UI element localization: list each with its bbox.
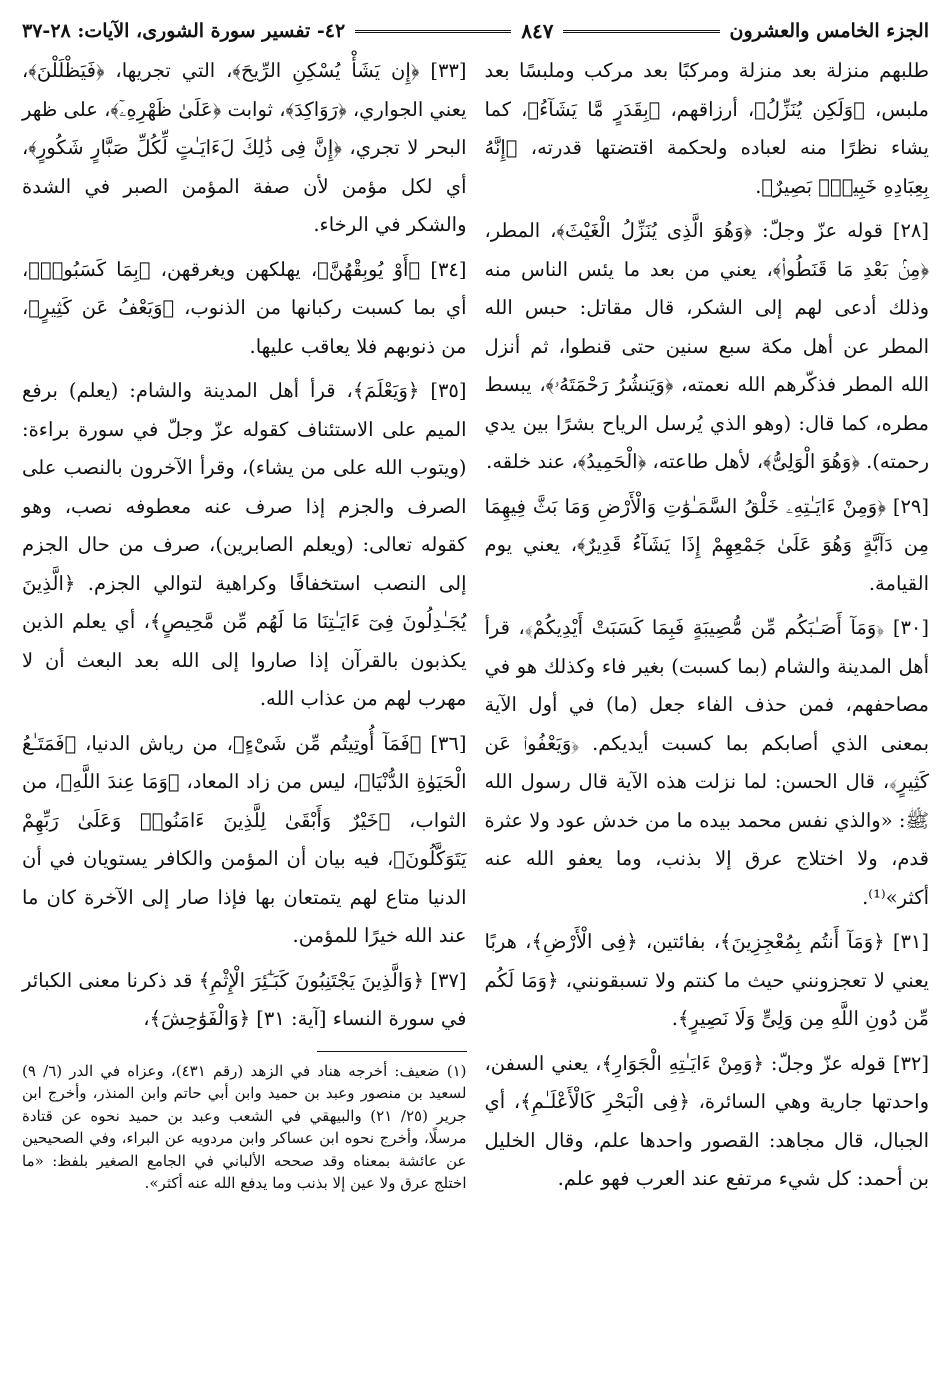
paragraph: [٣٠] ﴿وَمَآ أَصَـٰبَكُم مِّن مُّصِيبَةٍ فَبِمَا كَسَبَتْ أَيْدِيكُمْ﴾، قرأ أهل المدينة والشام (بما كسبت) بغير فاء وكذلك هو في مصاحفهم، فمن حذف الفاء جعل (ما) في أول الآية بمعنى الذي أصابكم بما كسبت أيديكم. ﴿وَيَعْفُوا۟ عَن كَثِيرٍ﴾، قال الحسن: لما نزلت هذه الآية قال رسول الله ﷺ: «والذي نفس محمد بيده ما من خدش عود ولا عثرة قدم، ولا اختلاج عرق إلا بذنب، وما يعفو الله عنه أكثر»⁽¹⁾. — [484, 616, 929, 909]
right-column — [485, 52, 930, 1205]
footnote-rule — [317, 1051, 467, 1052]
paragraph: [٢٩] ﴿وَمِنْ ءَايَـٰتِهِۦ خَلْقُ السَّمَـٰوَٰتِ وَالْأَرْضِ وَمَا بَثَّ فِيهِمَا مِن دَآبَّةٍ وَهُوَ عَلَىٰ جَمْعِهِمْ إِذَا يَشَآءُ قَدِيرٌ﴾، يعني يوم القيامة. — [484, 494, 929, 595]
header-rule-right — [563, 30, 719, 33]
paragraph: [٣٢] قوله عزّ وجلّ: ﴿وَمِنْ ءَايَـٰتِهِ الْجَوَارِ﴾، يعني السفن، واحدتها جارية وهي السائرة، ﴿فِى الْبَحْرِ كَالْأَعْلَـٰمِ﴾، أي الجبال، قال مجاهد: القصور واحدها علم، وقال الخليل بن أحمد: كل شيء مرتفع عند العرب فهو علم. — [484, 1051, 929, 1190]
paragraph: [٣٧] ﴿وَالَّذِينَ يَجْتَنِبُونَ كَبَـٰٓئِرَ الْإِثْمِ﴾ قد ذكرنا معنى الكبائر في سورة النساء [آية: ٣١] ﴿وَالْفَوَٰحِشَ﴾، — [22, 968, 467, 1030]
paragraph: [٣٦] ﴿فَمَآ أُوتِيتُم مِّن شَىْءٍ﴾، من رياش الدنيا، ﴿فَمَتَـٰعُ الْحَيَوٰةِ الدُّنْيَا﴾، ليس من زاد المعاد، ﴿وَمَا عِندَ اللَّهِ﴾، من الثواب، ﴿خَيْرٌ وَأَبْقَىٰ لِلَّذِينَ ءَامَنُوا۟ وَعَلَىٰ رَبِّهِمْ يَتَوَكَّلُونَ﴾، فيه بيان أن المؤمن والكافر يستويان في أن الدنيا متاع لهم يتمتعان بها فإذا صار إلى الآخرة كان ما عند الله خيرًا للمؤمن. — [22, 731, 467, 947]
part-title: الجزء الخامس والعشرون — [729, 20, 929, 42]
surah-title: ٤٢- تفسير سورة الشورى، الآيات: ٢٨-٣٧ — [22, 20, 346, 42]
footnotes — [22, 1051, 467, 1195]
paragraph: [٣١] ﴿وَمَآ أَنتُم بِمُعْجِزِينَ﴾، بفائتين، ﴿فِى الْأَرْضِ﴾، هربًا يعني لا تعجزونني حيث ما كنتم ولا تسبقونني، ﴿وَمَا لَكُم مِّن دُونِ اللَّهِ مِن وَلِىٍّ وَلَا نَصِيرٍ﴾. — [484, 930, 929, 1030]
paragraph: طلبهم منزلة بعد منزلة ومركبًا بعد مركب وملبسًا بعد ملبس، ﴿وَلَكِن يُنَزِّلُ﴾، أرزاقهم، ﴿بِقَدَرٍ مَّا يَشَآءُ﴾، كما يشاء نظرًا منه لعباده ولحكمة اقتضتها قدرته، ﴿إِنَّهُ بِعِبَادِهِ خَبِيرُۢ بَصِيرٌ﴾. — [484, 59, 929, 198]
header-rule-left — [355, 30, 511, 33]
paragraph: [٢٨] قوله عزّ وجلّ: ﴿وَهُوَ الَّذِى يُنَزِّلُ الْغَيْثَ﴾، المطر، ﴿مِنۢ بَعْدِ مَا قَنَطُوا۟﴾، يعني من بعد ما يئس الناس منه وذلك أدعى لهم إلى الشكر، قال مقاتل: حبس الله المطر عن أهل مكة سبع سنين حتى قنطوا، ثم أنزل الله المطر فذكّرهم الله نعمته، ﴿وَيَنشُرُ رَحْمَتَهُۥ﴾، يبسط مطره، كما قال: (وهو الذي يُرسل الرياح بشرًا بين يدي رحمته). ﴿وَهُوَ الْوَلِىُّ﴾، لأهل طاعته، ﴿الْحَمِيدُ﴾، عند خلقه. — [484, 219, 929, 473]
left-column — [22, 52, 467, 1205]
text-columns — [22, 52, 929, 1205]
paragraph: [٣٣] ﴿إِن يَشَأْ يُسْكِنِ الرِّيحَ﴾، التي تجريها، ﴿فَيَظْلَلْنَ﴾، يعني الجواري، ﴿رَوَاكِدَ﴾، ثوابت ﴿عَلَىٰ ظَهْرِهِۦٓ﴾، على ظهر البحر لا تجري، ﴿إِنَّ فِى ذَٰلِكَ لَءَايَـٰتٍ لِّكُلِّ صَبَّارٍ شَكُورٍ﴾، أي لكل مؤمن لأن صفة المؤمن الصبر في الشدة والشكر في الرخاء. — [22, 59, 467, 236]
running-header — [22, 14, 929, 48]
paragraph: [٣٤] ﴿أَوْ يُوبِقْهُنَّ﴾، يهلكهن ويغرقهن، ﴿بِمَا كَسَبُوا۟﴾، أي بما كسبت ركبانها من الذنوب، ﴿وَيَعْفُ عَن كَثِيرٍ﴾، من ذنوبهم فلا يعاقب عليها. — [22, 257, 467, 358]
paragraph: [٣٥] ﴿وَيَعْلَمَ﴾، قرأ أهل المدينة والشام: (يعلم) برفع الميم على الاستئناف كقوله عزّ وجلّ في سورة براءة: (ويتوب الله على من يشاء)، وقرأ الآخرون بالنصب على الصرف والجزم إذا صرف عنه معطوفه نصب، وهو كقوله تعالى: (ويعلم الصابرين)، صرف من حال الجزم إلى النصب استخفافًا وكراهية لتوالي الجزم. ﴿الَّذِينَ يُجَـٰدِلُونَ فِىٓ ءَايَـٰتِنَا مَا لَهُم مِّن مَّحِيصٍ﴾، أي يعلم الذين يكذبون بالقرآن إذا صاروا إلى الله بعد البعث أن لا مهرب لهم من عذاب الله. — [22, 379, 467, 710]
footnote: (١) ضعيف: أخرجه هناد في الزهد (رقم ٤٣١)، وعزاه في الدر (٦/ ٩) لسعيد بن منصور وعبد بن حميد وابن أبي حاتم وابن المنذر، وأخرج ابن جرير (٢٥/ ٢١) والبيهقي في الشعب وعبد بن حميد نحوه عن قتادة مرسلًا، وأخرج نحوه ابن عساكر وابن مردويه عن البراء، وفي الصحيحين عن عائشة بمعناه وقد صححه الألباني في الجامع الصغير بلفظ: «ما اختلج عرق ولا عين إلا بذنب وما يدفع الله عنه أكثر». — [22, 1061, 467, 1192]
page-number: ٨٤٧ — [521, 19, 554, 43]
